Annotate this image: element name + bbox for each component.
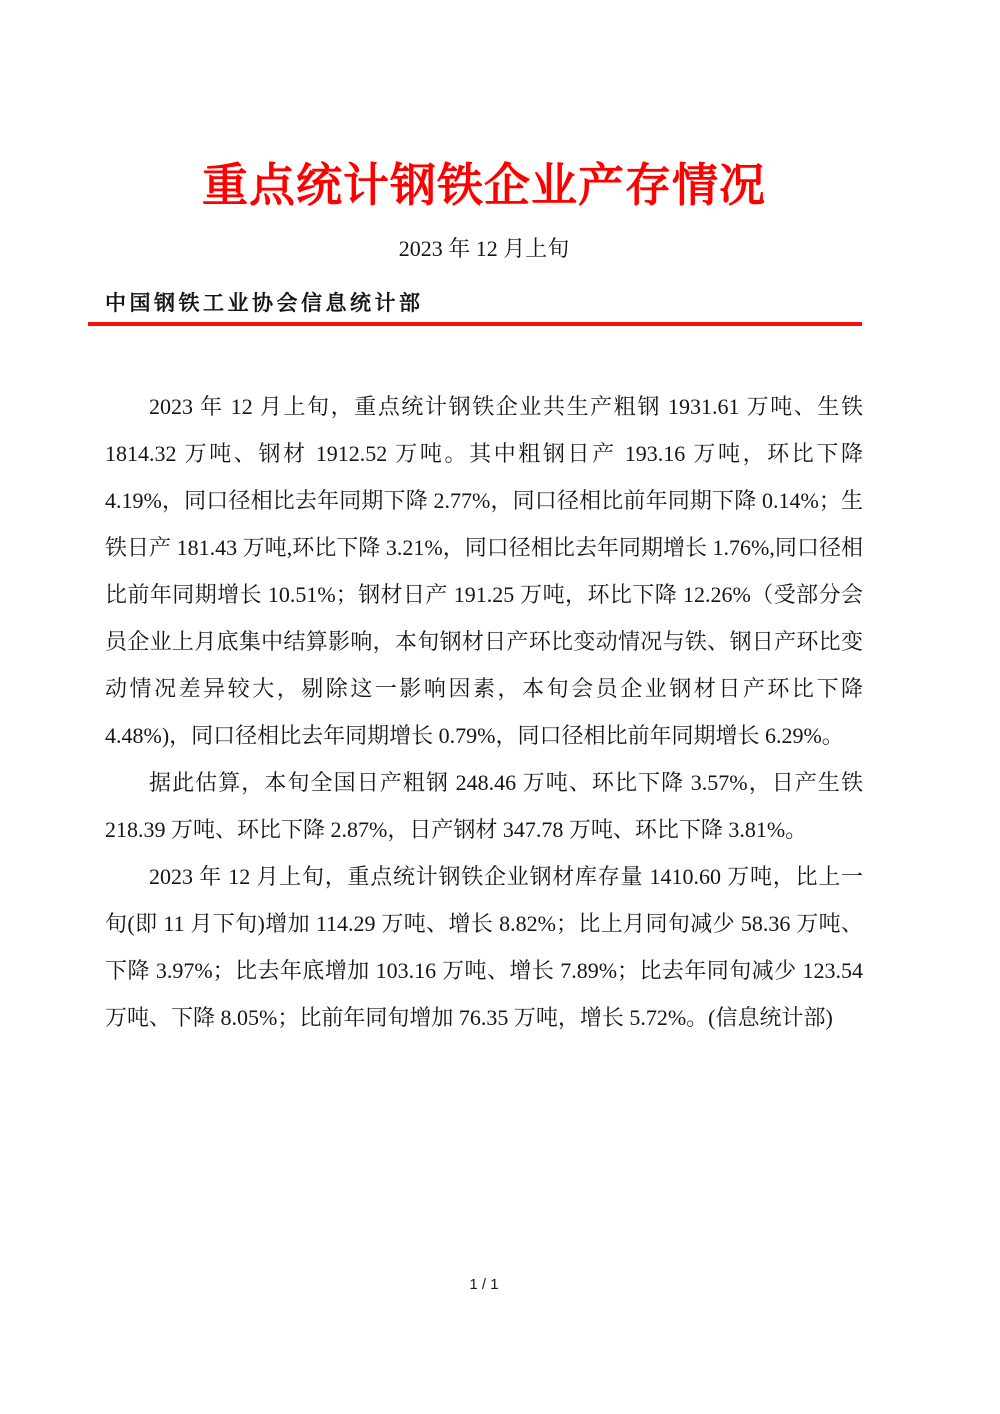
report-period-subtitle: 2023 年 12 月上旬 [398, 236, 570, 262]
page-title: 重点统计钢铁企业产存情况 [202, 159, 766, 211]
byline-organization: 中国钢铁工业协会信息统计部 [105, 290, 424, 315]
red-divider-rule [88, 322, 862, 326]
body-paragraph-national-estimate: 据此估算，本旬全国日产粗钢 248.46 万吨、环比下降 3.57%，日产生铁 218.39 万吨、环比下降 2.87%，日产钢材 347.78 万吨、环比下降 3.81%。 [105, 769, 863, 842]
body-text [105, 383, 863, 1041]
document-content [105, 0, 863, 1041]
body-paragraph-inventory: 2023 年 12 月上旬，重点统计钢铁企业钢材库存量 1410.60 万吨，比上一旬(即 11 月下旬)增加 114.29 万吨、增长 8.82%；比上月同旬减少 58.36 万吨、下降 3.97%；比去年底增加 103.16 万吨、增长 7.89%；比去年同旬减少 123.54 万吨、下降 8.05%；比前年同旬增加 76.35 万吨，增长 5.72%。(信息统计部) [105, 863, 863, 1030]
body-paragraph-production: 2023 年 12 月上旬，重点统计钢铁企业共生产粗钢 1931.61 万吨、生铁 1814.32 万吨、钢材 1912.52 万吨。其中粗钢日产 193.16 万吨，环比下降 4.19%，同口径相比去年同期下降 2.77%，同口径相比前年同期下降 0.14%；生铁日产 181.43 万吨,环比下降 3.21%，同口径相比去年同期增长 1.76%,同口径相比前年同期增长 10.51%；钢材日产 191.25 万吨，环比下降 12.26%（受部分会员企业上月底集中结算影响，本旬钢材日产环比变动情况与铁、钢日产环比变动情况差异较大，剔除这一影响因素，本旬会员企业钢材日产环比下降 4.48%)，同口径相比去年同期增长 0.79%，同口径相比前年同期增长 6.29%。 [105, 393, 863, 748]
page-number: 1 / 1 [469, 1276, 499, 1293]
